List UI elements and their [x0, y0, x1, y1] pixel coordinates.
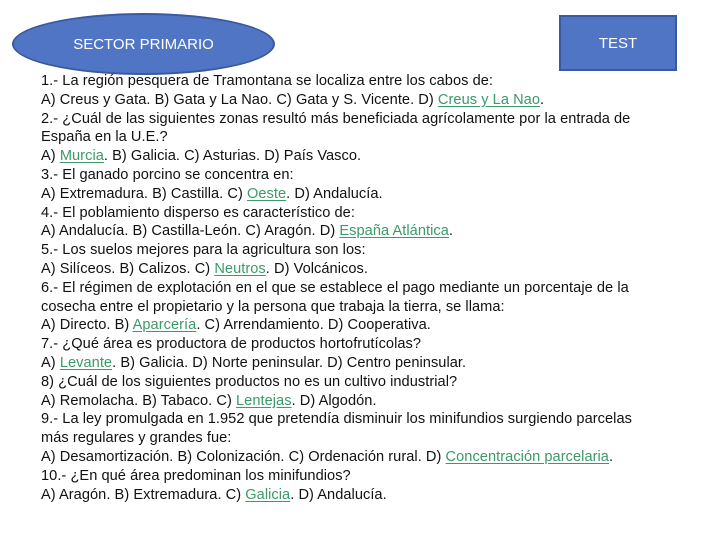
- sector-primario-badge: [12, 13, 275, 75]
- text-line: [41, 147, 691, 166]
- line-text: 6.- El régimen de explotación en el que se establece el pago mediante un porcentaje de la: [41, 279, 629, 296]
- quiz-text: [41, 72, 691, 504]
- test-label: TEST: [598, 34, 638, 52]
- correct-answer: España Atlántica: [339, 223, 449, 240]
- line-text: A) Directo. B): [41, 317, 133, 334]
- text-line: [41, 279, 691, 298]
- correct-answer: Concentración parcelaria: [445, 448, 609, 465]
- line-text: A) Remolacha. B) Tabaco. C): [41, 392, 236, 409]
- line-text-after: . D) Andalucía.: [290, 486, 387, 503]
- correct-answer: Aparcería: [132, 317, 197, 334]
- correct-answer: Murcia: [59, 148, 104, 165]
- line-text: A) Aragón. B) Extremadura. C): [41, 486, 246, 503]
- line-text-after: . D) Algodón.: [291, 392, 377, 409]
- text-line: [41, 448, 691, 467]
- line-text: 3.- El ganado porcino se concentra en:: [41, 166, 294, 183]
- line-text: 10.- ¿En qué área predominan los minifundios?: [41, 467, 351, 484]
- sector-primario-label: SECTOR PRIMARIO: [73, 35, 214, 53]
- correct-answer: Galicia: [245, 486, 291, 503]
- correct-answer: Lentejas: [235, 392, 292, 409]
- line-text: 4.- El poblamiento disperso es característico de:: [41, 204, 355, 221]
- line-text: A) Extremadura. B) Castilla. C): [41, 185, 247, 202]
- text-line: [41, 185, 691, 204]
- line-text-after: . B) Galicia. D) Norte peninsular. D) Centro peninsular.: [112, 354, 467, 371]
- text-line: [41, 316, 691, 335]
- line-text-after: . C) Arrendamiento. D) Cooperativa.: [196, 317, 431, 334]
- line-text-after: . B) Galicia. C) Asturias. D) País Vasco.: [103, 148, 362, 165]
- test-badge: [559, 15, 677, 71]
- text-line: [41, 204, 691, 223]
- text-line: [41, 486, 691, 505]
- line-text-after: . D) Andalucía.: [286, 185, 383, 202]
- text-line: [41, 410, 691, 429]
- text-line: [41, 260, 691, 279]
- text-line: [41, 166, 691, 185]
- correct-answer: Creus y La Nao: [437, 91, 541, 108]
- text-line: [41, 91, 691, 110]
- line-text-after: .: [608, 448, 614, 465]
- line-text: A) Andalucía. B) Castilla-León. C) Aragón. D): [41, 223, 340, 240]
- text-line: [41, 128, 691, 147]
- line-text: A): [41, 148, 60, 165]
- correct-answer: Oeste: [246, 185, 287, 202]
- line-text: 7.- ¿Qué área es productora de productos hortofrutícolas?: [41, 336, 422, 353]
- text-line: [41, 241, 691, 260]
- line-text: 8) ¿Cuál de los siguientes productos no es un cultivo industrial?: [41, 373, 458, 390]
- line-text: A) Creus y Gata. B) Gata y La Nao. C) Gata y S. Vicente. D): [41, 91, 438, 108]
- text-line: [41, 298, 691, 317]
- text-line: [41, 335, 691, 354]
- line-text: cosecha entre el propietario y la persona que trabaja la tierra, se llama:: [41, 298, 505, 315]
- line-text: A): [41, 354, 60, 371]
- line-text: 9.- La ley promulgada en 1.952 que pretendía disminuir los minifundios surgiendo parcelas: [41, 411, 632, 428]
- line-text-after: . D) Volcánicos.: [265, 260, 368, 277]
- text-line: [41, 354, 691, 373]
- text-line: [41, 72, 691, 91]
- line-text-after: .: [448, 223, 454, 240]
- correct-answer: Levante: [59, 354, 113, 371]
- line-text: A) Desamortización. B) Colonización. C) Ordenación rural. D): [41, 448, 446, 465]
- line-text: 5.- Los suelos mejores para la agricultura son los:: [41, 242, 366, 259]
- text-line: [41, 392, 691, 411]
- line-text: 1.- La región pesquera de Tramontana se localiza entre los cabos de:: [41, 73, 494, 89]
- line-text: más regulares y grandes fue:: [41, 430, 232, 447]
- line-text-after: .: [540, 91, 545, 108]
- correct-answer: Neutros: [214, 260, 266, 277]
- line-text: España en la U.E.?: [41, 129, 168, 146]
- line-text: A) Silíceos. B) Calizos. C): [41, 260, 215, 277]
- text-line: [41, 222, 691, 241]
- text-line: [41, 373, 691, 392]
- text-line: [41, 110, 691, 129]
- text-line: [41, 467, 691, 486]
- text-line: [41, 429, 691, 448]
- line-text: 2.- ¿Cuál de las siguientes zonas resultó más beneficiada agrícolamente por la entrada de: [41, 110, 631, 127]
